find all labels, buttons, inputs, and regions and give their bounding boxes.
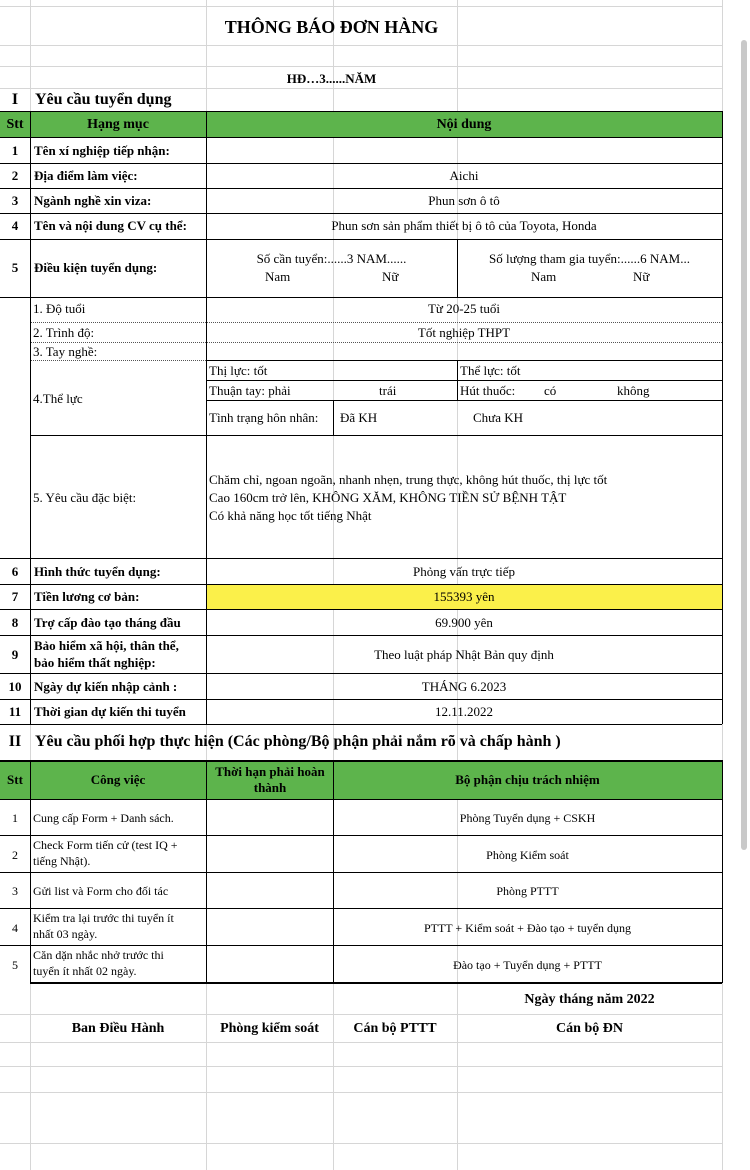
row-stt: 10 [8,679,22,694]
section1-number: I [11,91,19,108]
task-dept: Phòng Kiểm soát [486,848,569,862]
signature-control-dept: Phòng kiểm soát [220,1021,319,1036]
education-value: Tốt nghiệp THPT [417,325,511,340]
row-label-line2: bảo hiểm thất nghiệp: [34,655,156,670]
table1-header-stt: Stt [6,117,24,132]
task-stt: 2 [12,848,18,862]
row-stt: 11 [8,704,22,719]
vertical-scrollbar[interactable] [741,40,747,850]
smoking-yes: có [544,383,557,398]
row-label: Ngày dự kiến nhập cảnh : [34,679,178,694]
row-value: Theo luật pháp Nhật Bản quy định [374,647,554,662]
section2-title: Yêu cầu phối hợp thực hiện (Các phòng/Bộ phận phải nắm rõ và chấp hành ) [35,733,561,750]
smoking-no: không [617,383,650,398]
row-stt: 7 [11,589,19,604]
recruit-male: Nam [265,269,291,284]
special-requirement-line: Cao 160cm trở lên, KHÔNG XĂM, KHÔNG TIỀN SỬ BỆNH TẬT [209,490,567,505]
table2-header-deadline: Thời hạn phải hoàn thành [215,764,325,795]
section2-number: II [8,733,22,750]
row-value: Aichi [449,168,479,183]
row-value: 69.900 yên [435,615,493,630]
task-stt: 3 [12,884,18,898]
task-text-line2: tiếng Nhật). [33,854,91,868]
signature-dn-officer: Cán bộ ĐN [556,1021,623,1036]
special-requirements-label: 5. Yêu cầu đặc biệt: [33,490,137,505]
special-requirement-line: Có khả năng học tốt tiếng Nhật [209,508,372,523]
task-stt: 4 [12,921,18,935]
page-title: THÔNG BÁO ĐƠN HÀNG [224,17,439,37]
vision-value: Thị lực: tốt [209,363,268,378]
marital-single: Chưa KH [473,410,524,425]
row-label: Thời gian dự kiến thi tuyển [34,704,186,719]
handedness-value: Thuận tay: phải [209,383,291,398]
row-label: Địa điểm làm việc: [34,168,138,183]
physical-label: 4.Thể lực [33,391,83,406]
task-text: Kiểm tra lại trước thi tuyển ít [33,911,174,925]
marital-married: Đã KH [340,410,378,425]
education-label: 2. Trình độ: [33,325,95,340]
table1-header-content: Nội dung [436,117,492,132]
salary-value: 155393 yên [433,589,495,604]
participant-male: Nam [531,269,557,284]
participant-female: Nữ [633,269,650,284]
row-stt: 9 [11,647,19,662]
task-text: Căn dặn nhắc nhở trước thi [33,948,164,962]
signature-executive-board: Ban Điều Hành [71,1021,165,1036]
signing-date: Ngày tháng năm 2022 [524,992,655,1007]
row-value: Phỏng vấn trực tiếp [412,564,515,579]
row-stt: 1 [11,143,19,158]
row-value: Phun sơn sản phẩm thiết bị ô tô của Toyota, Honda [331,218,597,233]
section1-title: Yêu cầu tuyển dụng [35,91,172,108]
row-value: THÁNG 6.2023 [421,679,507,694]
contract-number: HĐ…3......NĂM [286,71,377,86]
task-text-line2: nhất 03 ngày. [33,927,98,941]
table2-header-dept: Bộ phận chịu trách nhiệm [455,772,600,787]
task-stt: 1 [12,811,18,825]
row-stt: 4 [11,218,19,233]
row-stt: 3 [11,193,19,208]
table1-header-item: Hạng mục [87,117,149,132]
task-stt: 5 [12,958,18,972]
row-stt: 2 [11,168,19,183]
table2-header-stt: Stt [7,772,23,787]
row-label: Ngành nghề xin viza: [34,193,152,208]
task-dept: Phòng Tuyển dụng + CSKH [459,811,596,825]
handedness-left: trái [379,383,397,398]
task-dept: Đào tạo + Tuyển dụng + PTTT [453,958,602,972]
table2-header-task: Công việc [90,772,146,787]
task-text-line2: tuyển ít nhất 02 ngày. [33,964,137,978]
task-text: Cung cấp Form + Danh sách. [33,811,174,825]
smoking-label: Hút thuốc: [460,383,516,398]
fitness-value: Thể lực: tốt [460,363,521,378]
skill-label: 3. Tay nghề: [33,344,98,359]
marital-label: Tình trạng hôn nhân: [209,410,319,425]
age-label: 1. Độ tuổi [33,301,86,316]
row-value: Phun sơn ô tô [428,193,500,208]
row-label: Hình thức tuyển dụng: [34,564,161,579]
recruit-female: Nữ [382,269,399,284]
signature-pttt-officer: Cán bộ PTTT [353,1021,437,1036]
recruit-count: Số cần tuyển:......3 NAM...... [256,251,407,266]
task-dept: Phòng PTTT [496,884,559,898]
row-label: Điều kiện tuyển dụng: [34,260,158,275]
age-value: Từ 20-25 tuổi [427,301,501,316]
row-label: Tên xí nghiệp tiếp nhận: [34,143,170,158]
row-stt: 8 [11,615,19,630]
task-text: Check Form tiến cử (test IQ + [33,838,178,852]
special-requirement-line: Chăm chỉ, ngoan ngoãn, nhanh nhẹn, trung thực, không hút thuốc, thị lực tốt [209,472,608,487]
row-label: Tiền lương cơ bản: [34,589,140,604]
row-label: Bảo hiểm xã hội, thân thể, [34,638,179,653]
row-stt: 6 [11,564,19,579]
row-value: 12.11.2022 [434,704,494,719]
row-stt: 5 [11,260,19,275]
row-label: Trợ cấp đào tạo tháng đầu [34,615,181,630]
task-dept: PTTT + Kiểm soát + Đào tạo + tuyển dụng [423,921,632,935]
row-label: Tên và nội dung CV cụ thể: [34,218,187,233]
task-text: Gửi list và Form cho đối tác [33,884,169,898]
participant-count: Số lượng tham gia tuyển:......6 NAM... [489,251,690,266]
